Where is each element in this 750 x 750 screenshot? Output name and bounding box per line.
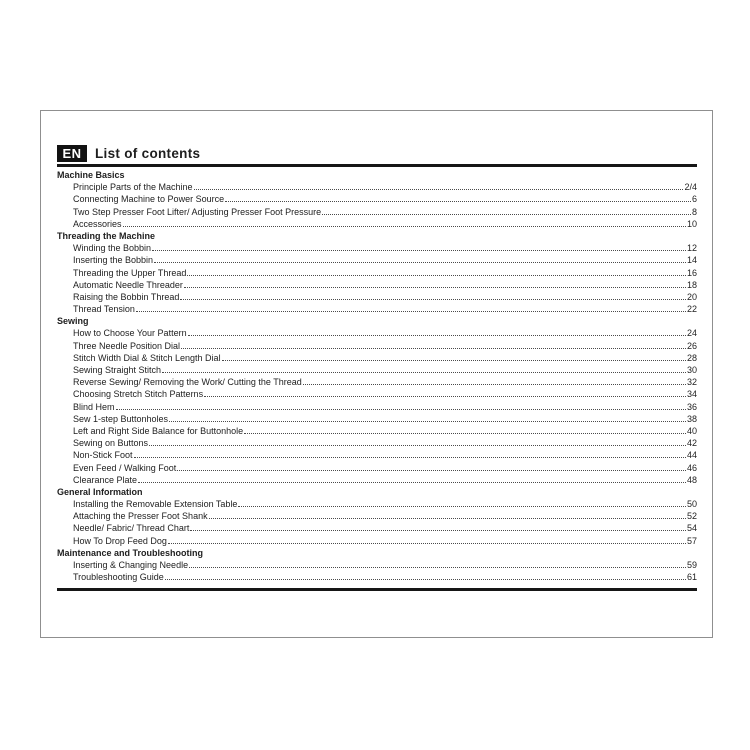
toc-entry-page: 36 <box>686 401 697 412</box>
toc-entry-label: Raising the Bobbin Thread <box>73 291 180 302</box>
dot-leader <box>209 518 686 519</box>
dot-leader <box>194 189 684 190</box>
toc-section-title: Threading the Machine <box>57 230 156 241</box>
dot-leader <box>303 384 686 385</box>
toc-entry <box>57 291 697 303</box>
toc-entry <box>57 279 697 291</box>
toc-entry-label: Accessories <box>73 218 122 229</box>
toc-entry-label: Automatic Needle Threader <box>73 279 183 290</box>
dot-leader <box>154 262 686 263</box>
dot-leader <box>123 226 686 227</box>
toc-entry-label: Installing the Removable Extension Table <box>73 499 238 510</box>
toc-entry-page: 57 <box>686 535 697 546</box>
toc-entry <box>57 327 697 339</box>
footer-rule <box>57 588 697 591</box>
toc-entry-page: 32 <box>686 377 697 388</box>
dot-leader <box>165 579 686 580</box>
toc-entry-page: 2/4 <box>684 182 697 193</box>
page-content <box>57 111 697 591</box>
dot-leader <box>322 214 691 215</box>
toc-entry-page: 28 <box>686 352 697 363</box>
toc-entry <box>57 535 697 547</box>
dot-leader <box>188 335 686 336</box>
dot-leader <box>180 299 686 300</box>
dot-leader <box>149 445 686 446</box>
toc-entry <box>57 510 697 522</box>
toc-entry-label: Principle Parts of the Machine <box>73 182 193 193</box>
toc-entry-page: 48 <box>686 474 697 485</box>
toc-entry <box>57 437 697 449</box>
toc-entry-label: How To Drop Feed Dog <box>73 535 167 546</box>
toc-entry-label: Inserting the Bobbin <box>73 255 154 266</box>
toc-entry <box>57 193 697 205</box>
toc-entry-label: Attaching the Presser Foot Shank <box>73 511 208 522</box>
toc-entry <box>57 388 697 400</box>
toc-entry-page: 52 <box>686 511 697 522</box>
toc-entry <box>57 474 697 486</box>
toc-entry <box>57 401 697 413</box>
dot-leader <box>225 201 691 202</box>
toc-entry <box>57 498 697 510</box>
dot-leader <box>204 396 686 397</box>
toc-entry-label: Non-Stick Foot <box>73 450 133 461</box>
dot-leader <box>177 470 686 471</box>
toc-entry-label: Even Feed / Walking Foot <box>73 462 177 473</box>
language-badge: EN <box>57 145 87 162</box>
toc-entry-label: Stitch Width Dial & Stitch Length Dial <box>73 352 221 363</box>
toc-entry <box>57 181 697 193</box>
toc-entry-label: Connecting Machine to Power Source <box>73 194 225 205</box>
dot-leader <box>187 275 686 276</box>
toc-entry <box>57 559 697 571</box>
toc-entry <box>57 449 697 461</box>
toc-entry-page: 18 <box>686 279 697 290</box>
toc-entry-label: Inserting & Changing Needle <box>73 560 189 570</box>
toc-entry <box>57 218 697 230</box>
toc-entry-label: Sewing Straight Stitch <box>73 365 162 375</box>
toc-entry-label: Two Step Presser Foot Lifter/ Adjusting Presser Foot Pressure <box>73 206 322 217</box>
toc-entry <box>57 206 697 218</box>
dot-leader <box>222 360 686 361</box>
toc-entry-page: 12 <box>686 243 697 254</box>
toc-entry <box>57 242 697 254</box>
toc-section-title: Maintenance and Troubleshooting <box>57 547 204 558</box>
toc-entry-label: Choosing Stretch Stitch Patterns <box>73 389 204 400</box>
toc-entry-page: 14 <box>686 255 697 266</box>
toc-entry-label: Winding the Bobbin <box>73 243 152 254</box>
toc-entry-label: How to Choose Your Pattern <box>73 328 187 339</box>
toc-entry <box>57 522 697 534</box>
toc-entry-page: 54 <box>686 523 697 534</box>
toc-entry-label: Left and Right Side Balance for Buttonhole <box>73 425 244 436</box>
toc-entry <box>57 571 697 583</box>
toc-entry-page: 59 <box>686 560 697 570</box>
toc-entry-page: 34 <box>686 389 697 400</box>
toc-entry-label: Needle/ Fabric/ Thread Chart <box>73 523 190 534</box>
toc-entry <box>57 413 697 425</box>
dot-leader <box>134 457 686 458</box>
toc-entry-label: Thread Tension <box>73 304 135 315</box>
dot-leader <box>190 530 686 531</box>
toc-entry-label: Reverse Sewing/ Removing the Work/ Cutting the Thread <box>73 377 302 388</box>
toc-entry-label: Threading the Upper Thread <box>73 267 187 278</box>
toc-entry-label: Sew 1-step Buttonholes <box>73 413 169 424</box>
toc-entry-page: 24 <box>686 328 697 339</box>
toc-entry-page: 38 <box>686 413 697 424</box>
manual-page <box>40 110 713 638</box>
toc-entry-page: 10 <box>686 218 697 229</box>
toc-entry-page: 46 <box>686 462 697 473</box>
dot-leader <box>138 482 686 483</box>
dot-leader <box>168 543 686 544</box>
toc-entry <box>57 376 697 388</box>
toc-entry-label: Clearance Plate <box>73 474 138 485</box>
toc-entry-label: Troubleshooting Guide <box>73 572 164 583</box>
dot-leader <box>244 433 686 434</box>
dot-leader <box>181 348 686 349</box>
toc-entry-page: 22 <box>686 304 697 315</box>
toc-entry <box>57 340 697 352</box>
toc-entry <box>57 254 697 266</box>
toc-entry-page: 26 <box>686 340 697 351</box>
toc-entry-page: 20 <box>686 291 697 302</box>
toc-entry-page: 8 <box>691 206 697 217</box>
toc-entry-page: 42 <box>686 438 697 449</box>
toc-section-title: Sewing <box>57 316 89 327</box>
dot-leader <box>162 372 686 373</box>
toc-list <box>57 169 697 583</box>
toc-entry-page: 16 <box>686 267 697 278</box>
page-title: List of contents <box>95 146 201 161</box>
toc-entry-page: 44 <box>686 450 697 461</box>
dot-leader <box>136 311 686 312</box>
toc-section-title: Machine Basics <box>57 170 125 180</box>
toc-entry-page: 30 <box>686 365 697 375</box>
toc-entry-page: 6 <box>691 194 697 205</box>
toc-entry <box>57 425 697 437</box>
page-header <box>57 145 697 162</box>
dot-leader <box>238 506 686 507</box>
dot-leader <box>152 250 686 251</box>
toc-entry <box>57 267 697 279</box>
dot-leader <box>169 421 686 422</box>
toc-entry <box>57 364 697 376</box>
toc-entry-page: 61 <box>686 572 697 583</box>
toc-entry-label: Three Needle Position Dial <box>73 340 181 351</box>
dot-leader <box>189 567 686 568</box>
toc-entry-label: Sewing on Buttons <box>73 438 149 449</box>
toc-entry-page: 40 <box>686 425 697 436</box>
toc-entry <box>57 462 697 474</box>
header-rule <box>57 164 697 167</box>
dot-leader <box>184 287 686 288</box>
toc-entry-label: Blind Hem <box>73 401 115 412</box>
dot-leader <box>116 409 686 410</box>
toc-section-title: General Information <box>57 486 143 497</box>
toc-entry <box>57 352 697 364</box>
toc-entry-page: 50 <box>686 499 697 510</box>
toc-entry <box>57 303 697 315</box>
